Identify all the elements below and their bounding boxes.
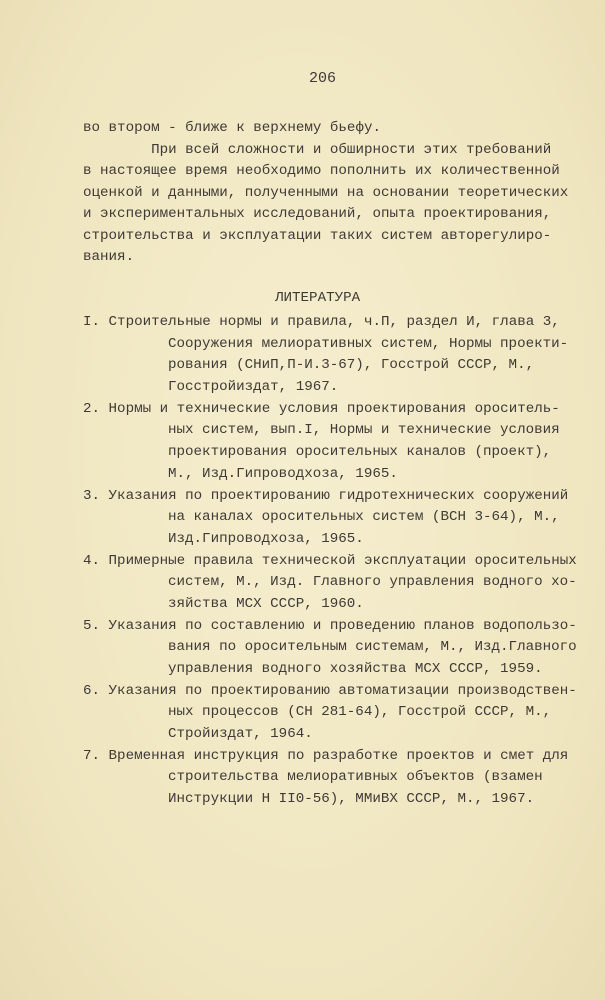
reference-line: Стройиздат, 1964. [168,726,313,743]
reference-line: Изд.Гипроводхоза, 1965. [168,530,364,547]
reference-item [83,746,577,811]
reference-line: 5. Указания по составлению и проведению планов водопользо- [83,617,577,634]
reference-line: Сооружения мелиоративных систем, Нормы проекти- [168,335,569,352]
reference-line: ных систем, вып.I, Нормы и технические условия [168,422,560,439]
reference-line: 7. Временная инструкция по разработке проектов и смет для [83,747,569,764]
reference-line: 6. Указания по проектированию автоматизации производствен- [83,682,577,699]
reference-line: зяйства МСХ СССР, 1960. [168,595,364,612]
paragraph-line: во втором - ближе к верхнему бьефу. [83,120,381,136]
page-number: 206 [308,70,336,87]
reference-line: управления водного хозяйства МСХ СССР, 1959. [168,661,543,677]
reference-list [83,312,577,811]
paragraph-line: оценкой и данными, полученными на основании теоретических [83,184,569,201]
reference-item [83,399,577,486]
reference-item [83,486,577,551]
reference-item [83,616,577,681]
reference-line: Госстройиздат, 1967. [168,379,339,396]
reference-line: рования (СНиП,П-И.3-67), Госстрой СССР, М., [168,357,535,374]
reference-item [83,312,577,399]
paragraph-line: вания. [83,249,135,265]
reference-line: I. Строительные нормы и правила, ч.П, раздел И, глава 3, [83,314,560,330]
reference-line: вания по оросительным системам, М., Изд.Главного [168,639,577,656]
reference-item [83,681,577,746]
paragraph-line: и экспериментальных исследований, опыта проектирования, [83,206,552,222]
paragraph-line: строительства и эксплуатации таких систем авторегулиро- [83,227,552,244]
section-heading: ЛИТЕРАТУРА [275,290,361,306]
reference-line: М., Изд.Гипроводхоза, 1965. [168,465,398,482]
reference-line: систем, М., Изд. Главного управления водного хо- [168,574,577,591]
paragraph-line: в настоящее время необходимо пополнить их количественной [83,163,560,179]
reference-line: 2. Нормы и технические условия проектирования ороситель- [83,400,560,417]
reference-line: 4. Примерные правила технической эксплуатации оросительных [83,552,577,569]
reference-line: ных процессов (СН 281-64), Госстрой СССР, М., [168,704,552,721]
reference-item [83,551,577,616]
reference-line: Инструкции Н II0-56), ММиВХ СССР, М., 1967. [168,791,535,808]
reference-line: строительства мелиоративных объектов (взамен [168,769,543,786]
paragraph-line: При всей сложности и обширности этих требований [83,141,552,158]
reference-line: проектирования оросительных каналов (проект), [168,444,552,461]
reference-line: 3. Указания по проектированию гидротехнических сооружений [83,487,569,504]
reference-line: на каналах оросительных систем (ВСН 3-64), М., [168,509,560,526]
